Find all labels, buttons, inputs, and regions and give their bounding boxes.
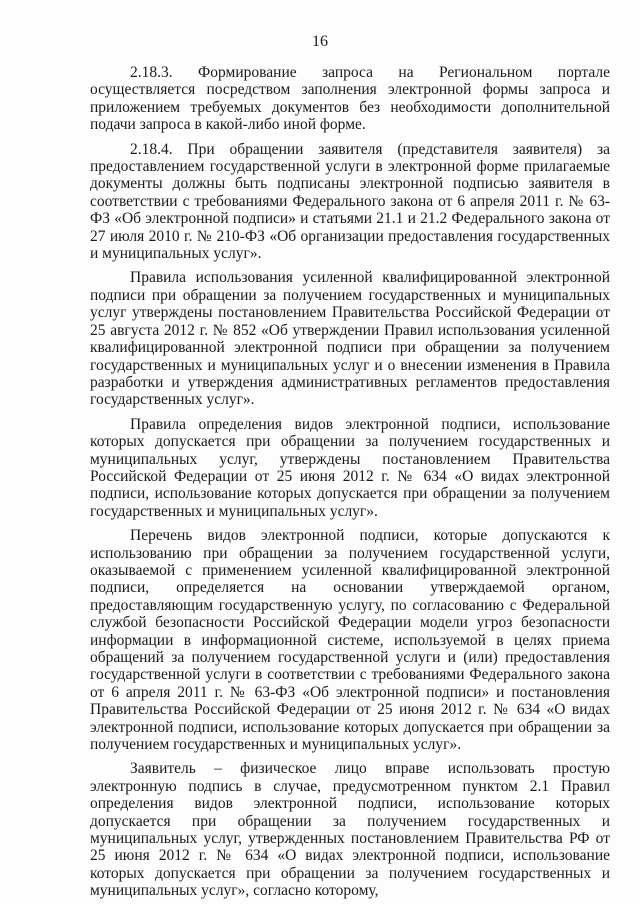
- page-number: 16: [312, 33, 328, 50]
- paragraph-2-18-4: 2.18.4. При обращении заявителя (представителя заявителя) за предоставлением государственной услуги в электронной форме прилагаемые документы должны быть подписаны электронной подписью заявителя в соответствии с требованиями Федерального закона от 6 апреля 2011 г. № 63-ФЗ «Об электронной подписи» и статьями 21.1 и 21.2 Федерального закона от 27 июля 2010 г. № 210-ФЗ «Об организации предоставления государственных и муниципальных услуг».: [90, 140, 610, 263]
- paragraph-signature-types-list: Перечень видов электронной подписи, которые допускаются к использованию при обращении за получением государственной услуги, оказываемой с применением усиленной квалифицированной электронной подписи, определяется на основании утверждаемой органом, предоставляющим государственную услугу, по согласованию с Федеральной службой безопасности Российской Федерации модели угроз безопасности информации в информационной системе, используемой в целях приема обращений за получением государственной услуги и (или) предоставления государственной услуги в соответствии с требованиями Федерального закона от 6 апреля 2011 г. № 63-ФЗ «Об электронной подписи» и постановления Правительства Российской Федерации от 25 июня 2012 г. № 634 «О видах электронной подписи, использование которых допускается при обращении за получением государственных и муниципальных услуг».: [90, 527, 610, 754]
- document-body: [90, 64, 610, 907]
- paragraph-simple-signature: Заявитель – физическое лицо вправе использовать простую электронную подпись в случае, предусмотренном пунктом 2.1 Правил определения видов электронной подписи, использование которых допускается при обращении за получением государственных и муниципальных услуг, утвержденных постановлением Правительства РФ от 25 июня 2012 г. № 634 «О видах электронной подписи, использование которых допускается при обращении за получением государственных и муниципальных услуг», согласно которому,: [90, 760, 610, 900]
- paragraph-qualified-signature-rules: Правила использования усиленной квалифицированной электронной подписи при обращении за получением государственных и муниципальных услуг утверждены постановлением Правительства Российской Федерации от 25 августа 2012 г. № 852 «Об утверждении Правил использования усиленной квалифицированной электронной подписи при обращении за получением государственных и муниципальных услуг и о внесении изменения в Правила разработки и утверждения административных регламентов предоставления государственных услуг».: [90, 269, 610, 409]
- paragraph-2-18-3: 2.18.3. Формирование запроса на Региональном портале осуществляется посредством заполнения электронной формы запроса и приложением требуемых документов без необходимости дополнительной подачи запроса в какой-либо иной форме.: [90, 64, 610, 134]
- paragraph-signature-types-rules: Правила определения видов электронной подписи, использование которых допускается при обращении за получением государственных и муниципальных услуг, утверждены постановлением Правительства Российской Федерации от 25 июня 2012 г. № 634 «О видах электронной подписи, использование которых допускается при обращении за получением государственных и муниципальных услуг».: [90, 415, 610, 520]
